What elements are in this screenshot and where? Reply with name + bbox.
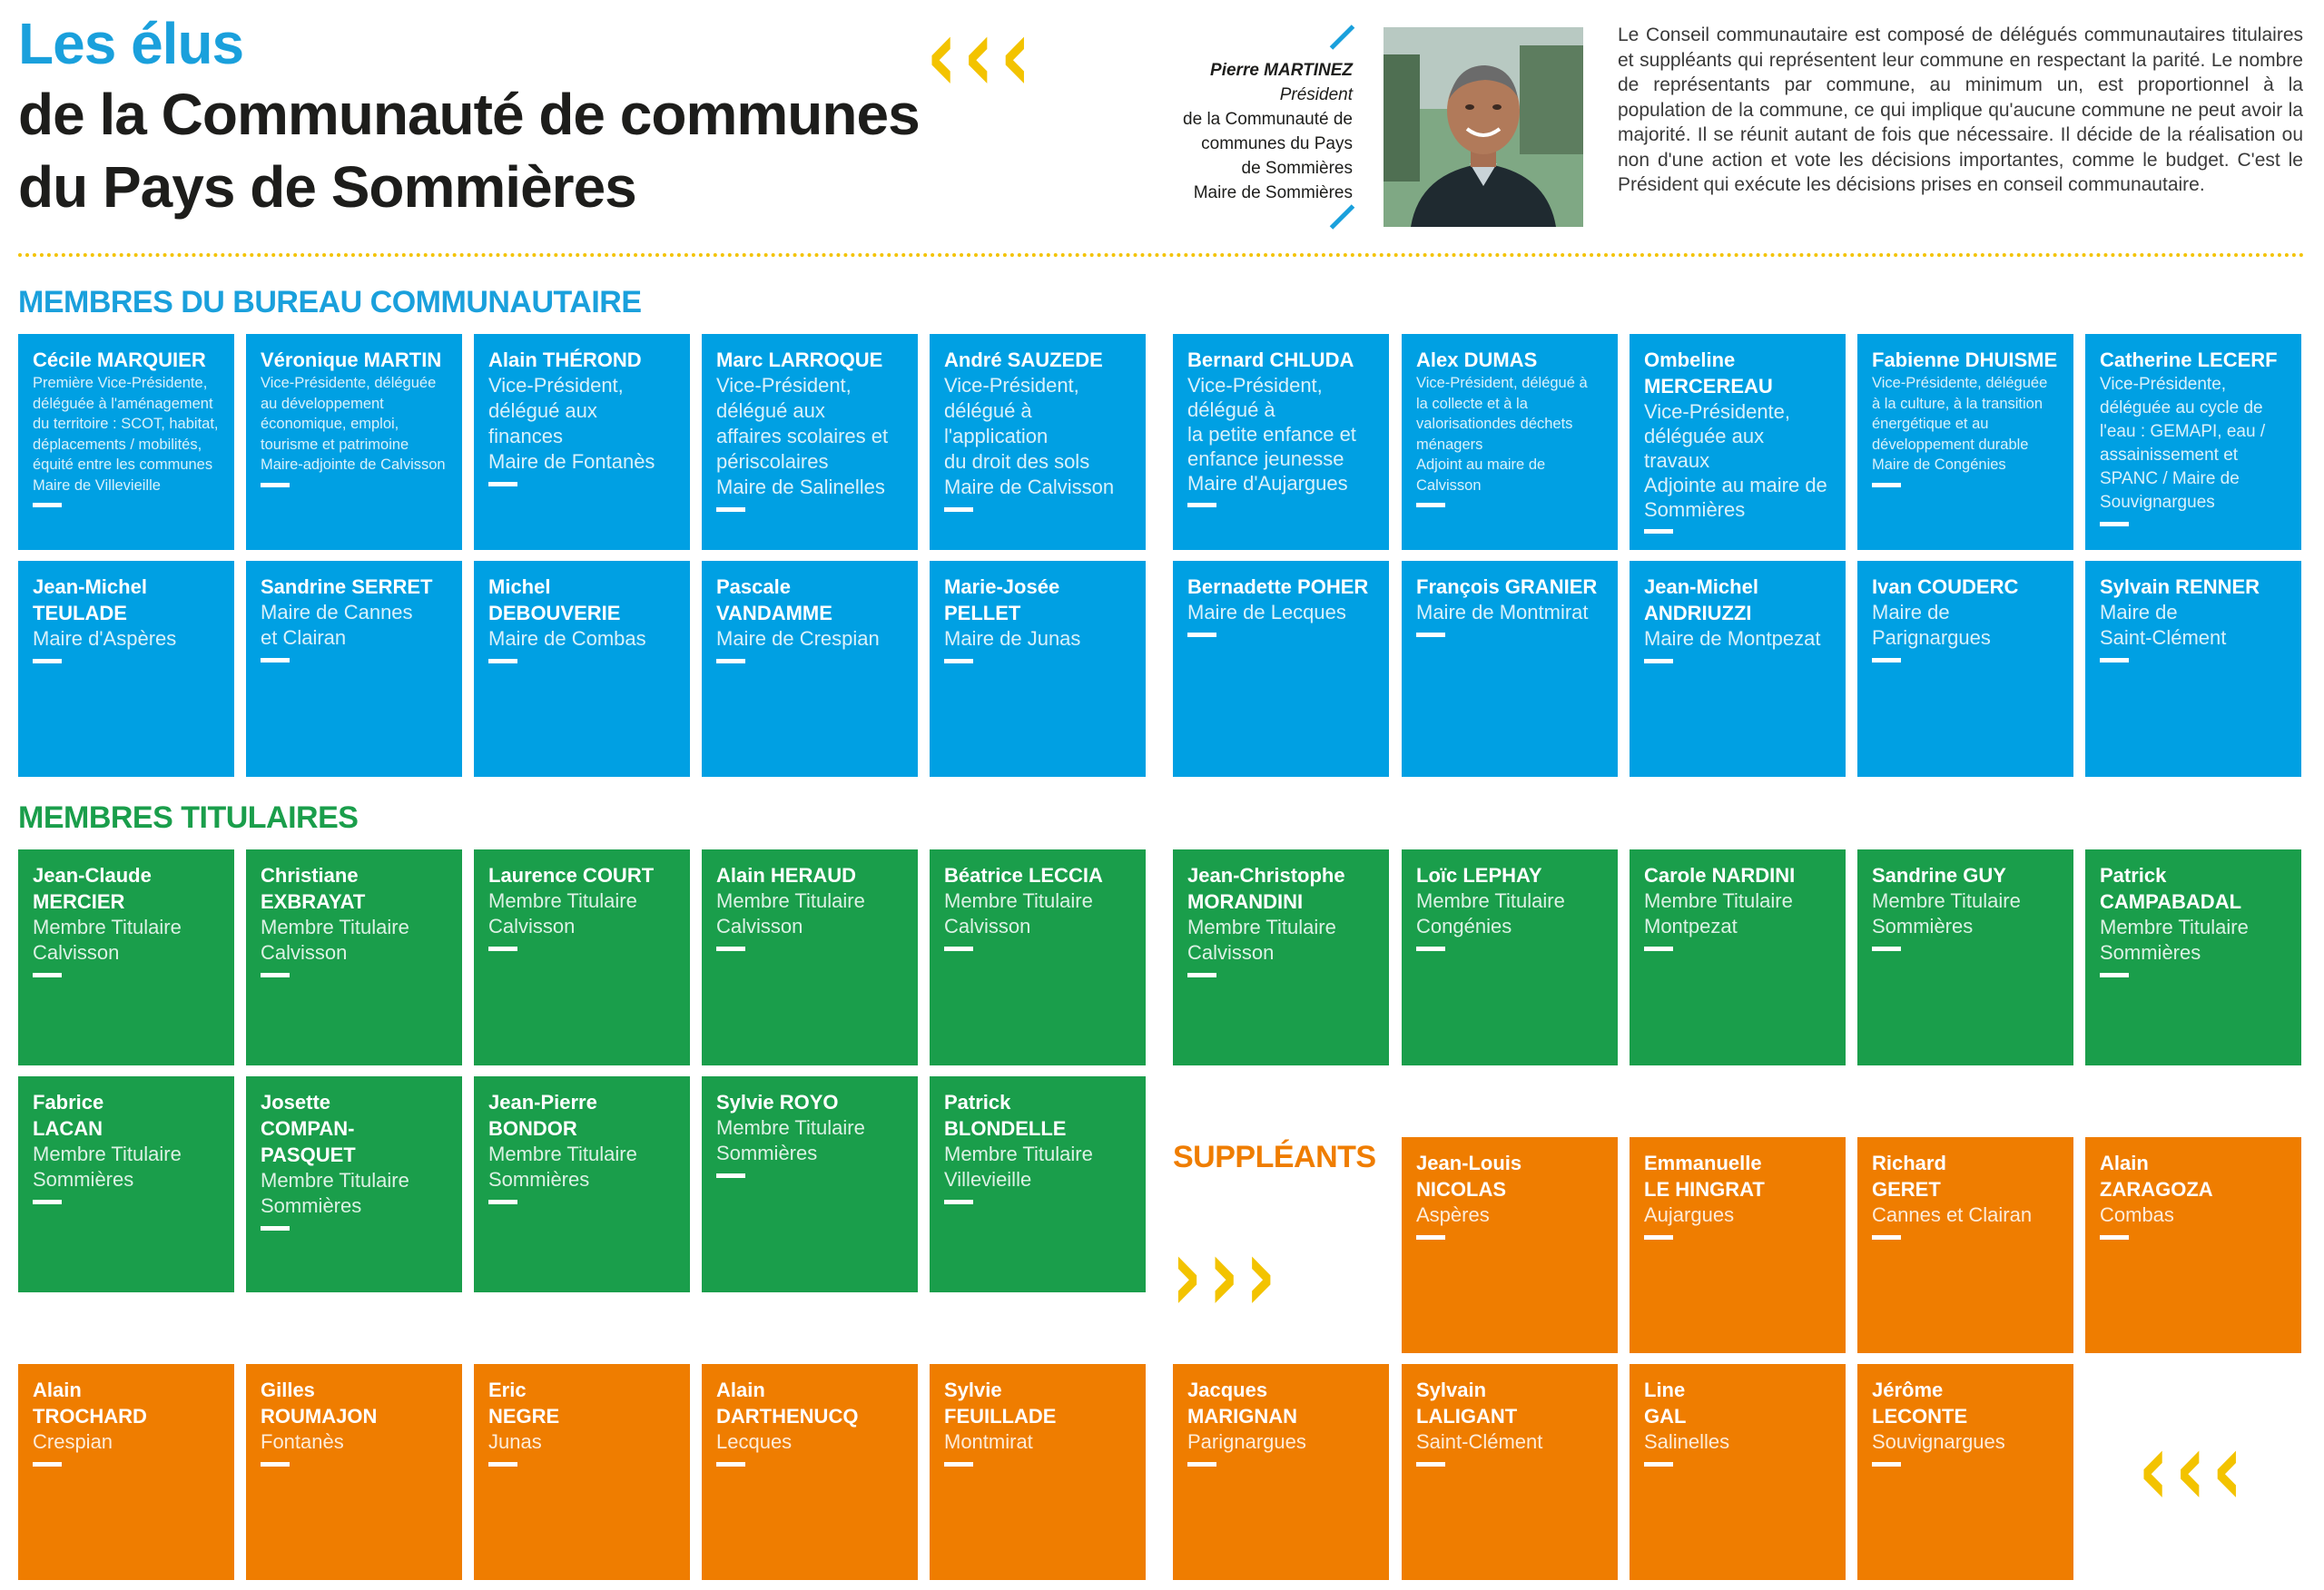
section-title-titulaires: MEMBRES TITULAIRES <box>18 800 359 835</box>
dash-divider <box>2100 658 2129 662</box>
member-name: Jean-Michel TEULADE <box>33 575 147 624</box>
bureau-card <box>474 334 690 550</box>
member-name: Emmanuelle LE HINGRAT <box>1644 1152 1765 1201</box>
titulaires-card <box>1402 849 1618 1065</box>
dash-divider <box>944 947 973 951</box>
member-role: Souvignargues <box>1872 1430 2005 1453</box>
member-name: Sylvie FEUILLADE <box>944 1379 1057 1428</box>
bureau-card <box>246 334 462 550</box>
member-role: Salinelles <box>1644 1430 1730 1453</box>
member-role: Vice-Président, délégué aux finances Maire de Fontanès <box>488 374 655 473</box>
president-desc-2: communes du Pays <box>1201 134 1353 153</box>
titulaires-card <box>1857 849 2073 1065</box>
member-role: Fontanès <box>261 1430 344 1453</box>
suppleants-card <box>1630 1364 1846 1580</box>
suppleants-card <box>246 1364 462 1580</box>
member-role: Maire de Junas <box>944 627 1081 650</box>
dash-divider <box>488 1200 517 1204</box>
member-role: Membre Titulaire Sommières <box>488 1143 637 1191</box>
member-role: Membre Titulaire Sommières <box>261 1169 409 1217</box>
member-name: Jean-Louis NICOLAS <box>1416 1152 1522 1201</box>
bureau-card <box>1857 561 2073 777</box>
titulaires-card <box>246 849 462 1065</box>
member-role: Crespian <box>33 1430 113 1453</box>
section-title-suppleants: SUPPLÉANTS <box>1173 1140 1376 1174</box>
dash-divider <box>716 1462 745 1467</box>
intro-paragraph: Le Conseil communautaire est composé de délégués communautaires titulaires et suppléants qui représentent leur commune en respectant la parité. Le nombre de représentants par commune, au minimum un, est proportionnel à la population de la commune, ce qui implique qu'aucune commune ne peut avoir la majorité. Il se réunit autant de fois que nécessaire. Il décide de la réalisation ou non d'une action et vote les décisions importantes, comme le budget. C'est le Président qui exécute les décisions prises en conseil communautaire. <box>1618 25 2303 195</box>
member-name: Ivan COUDERC <box>1872 575 2019 598</box>
bureau-card <box>2085 334 2301 550</box>
member-name: Alain TROCHARD <box>33 1379 147 1428</box>
suppleants-card <box>1630 1137 1846 1353</box>
dash-divider <box>1644 1462 1673 1467</box>
bureau-card <box>1857 334 2073 550</box>
dash-divider <box>488 659 517 663</box>
bureau-card <box>702 334 918 550</box>
dash-divider <box>1416 947 1445 951</box>
member-role: Vice-Présidente, déléguée au cycle de l'eau : GEMAPI, eau / assainissement et SPANC / Maire de Souvignargues <box>2100 375 2266 512</box>
president-caption <box>1153 58 1353 205</box>
portrait-image <box>1384 27 1583 227</box>
dash-divider <box>33 503 62 507</box>
chevrons-left-icon: ‹‹‹ <box>926 0 1037 115</box>
member-name: Alain ZARAGOZA <box>2100 1152 2213 1201</box>
dash-divider <box>944 659 973 663</box>
dash-divider <box>261 1226 290 1231</box>
dash-divider <box>2100 973 2129 977</box>
member-name: Josette COMPAN-PASQUET <box>261 1091 356 1166</box>
member-role: Membre Titulaire Montpezat <box>1644 889 1793 937</box>
member-name: Cécile MARQUIER <box>33 348 206 371</box>
dash-divider <box>1416 633 1445 637</box>
member-name: Alain HERAUD <box>716 864 857 887</box>
page-title-line-2: de la Communauté de communes <box>18 82 920 147</box>
member-name: Sylvain RENNER <box>2100 575 2260 598</box>
bureau-card <box>702 561 918 777</box>
dash-divider <box>1187 503 1216 507</box>
member-name: Jean-Christophe MORANDINI <box>1187 864 1345 913</box>
dash-divider <box>1872 1235 1901 1240</box>
bureau-card <box>1173 334 1389 550</box>
titulaires-card <box>246 1076 462 1292</box>
slash-accent-bottom-icon <box>1330 204 1355 230</box>
dash-divider <box>261 483 290 487</box>
member-name: Marie-Josée PELLET <box>944 575 1060 624</box>
dash-divider <box>716 507 745 512</box>
dash-divider <box>1644 659 1673 663</box>
member-role: Cannes et Clairan <box>1872 1203 2033 1226</box>
titulaires-card <box>1173 849 1389 1065</box>
member-role: Maire de Crespian <box>716 627 880 650</box>
member-name: Gilles ROUMAJON <box>261 1379 378 1428</box>
member-name: Patrick CAMPABADAL <box>2100 864 2242 913</box>
member-role: Vice-Président, délégué à la petite enfance et enfance jeunesse Maire d'Aujargues <box>1187 374 1356 495</box>
dash-divider <box>1644 1235 1673 1240</box>
member-name: Jacques MARIGNAN <box>1187 1379 1297 1428</box>
member-role: Vice-Président, délégué à l'application du droit des sols Maire de Calvisson <box>944 374 1115 498</box>
bureau-card <box>246 561 462 777</box>
member-role: Vice-Présidente, déléguée à la culture, à la transition énergétique et au développement durable Maire de Congénies <box>1872 375 2048 473</box>
titulaires-card <box>702 1076 918 1292</box>
member-role: Maire de Parignargues <box>1872 601 1991 649</box>
member-name: Jean-Pierre BONDOR <box>488 1091 597 1140</box>
member-name: Catherine LECERF <box>2100 348 2278 371</box>
member-name: Jean-Claude MERCIER <box>33 864 152 913</box>
dotted-divider <box>18 253 2306 257</box>
president-desc-4: Maire de Sommières <box>1193 183 1353 202</box>
slash-accent-top-icon <box>1330 25 1355 50</box>
member-role: Membre Titulaire Sommières <box>2100 916 2249 964</box>
dash-divider <box>1187 1462 1216 1467</box>
member-name: Eric NEGRE <box>488 1379 560 1428</box>
dash-divider <box>1187 633 1216 637</box>
dash-divider <box>716 1173 745 1178</box>
suppleants-card <box>1402 1137 1618 1353</box>
titulaires-card <box>702 849 918 1065</box>
member-name: Sylvie ROYO <box>716 1091 839 1114</box>
dash-divider <box>716 659 745 663</box>
dash-divider <box>33 659 62 663</box>
president-photo <box>1384 27 1583 227</box>
section-title-bureau: MEMBRES DU BUREAU COMMUNAUTAIRE <box>18 285 642 319</box>
member-name: Fabrice LACAN <box>33 1091 104 1140</box>
member-name: Pascale VANDAMME <box>716 575 832 624</box>
dash-divider <box>2100 1235 2129 1240</box>
member-role: Aspères <box>1416 1203 1490 1226</box>
suppleants-card <box>1173 1364 1389 1580</box>
dash-divider <box>1416 1235 1445 1240</box>
president-title: Président <box>1279 85 1353 104</box>
dash-divider <box>1872 1462 1901 1467</box>
member-role: Parignargues <box>1187 1430 1306 1453</box>
member-role: Junas <box>488 1430 542 1453</box>
member-name: François GRANIER <box>1416 575 1598 598</box>
suppleants-card <box>18 1364 234 1580</box>
member-role: Membre Titulaire Calvisson <box>944 889 1093 937</box>
member-name: Bernard CHLUDA <box>1187 348 1354 371</box>
bureau-card <box>2085 561 2301 777</box>
member-role: Membre Titulaire Calvisson <box>1187 916 1336 964</box>
member-role: Première Vice-Présidente, déléguée à l'aménagement du territoire : SCOT, habitat, déplacements / mobilités, équité entre les communes Maire de Villevieille <box>33 375 219 494</box>
member-name: Sandrine GUY <box>1872 864 2006 887</box>
member-role: Saint-Clément <box>1416 1430 1543 1453</box>
member-role: Vice-Présidente, déléguée aux travaux Adjointe au maire de Sommières <box>1644 400 1827 521</box>
titulaires-card <box>930 849 1146 1065</box>
member-role: Vice-Président, délégué aux affaires scolaires et périscolaires Maire de Salinelles <box>716 374 889 498</box>
member-role: Maire de Cannes et Clairan <box>261 601 413 649</box>
bureau-card <box>474 561 690 777</box>
bureau-card <box>930 334 1146 550</box>
bureau-card <box>1630 334 1846 550</box>
dash-divider <box>488 947 517 951</box>
dash-divider <box>261 658 290 662</box>
member-name: Bernadette POHER <box>1187 575 1369 598</box>
member-name: Patrick BLONDELLE <box>944 1091 1067 1140</box>
member-role: Membre Titulaire Calvisson <box>261 916 409 964</box>
dash-divider <box>716 947 745 951</box>
suppleants-card <box>930 1364 1146 1580</box>
page-title-highlight: Les élus <box>18 11 244 76</box>
bureau-card <box>930 561 1146 777</box>
dash-divider <box>488 1462 517 1467</box>
member-role: Vice-Président, délégué à la collecte et à la valorisationdes déchets ménagers Adjoint au maire de Calvisson <box>1416 375 1588 494</box>
chevrons-left-bottom-icon: ‹‹‹ <box>2138 1408 2249 1529</box>
titulaires-card <box>2085 849 2301 1065</box>
member-name: Alain THÉROND <box>488 348 642 371</box>
member-name: Sandrine SERRET <box>261 575 433 598</box>
member-role: Membre Titulaire Congénies <box>1416 889 1565 937</box>
suppleants-card <box>702 1364 918 1580</box>
suppleants-card <box>474 1364 690 1580</box>
dash-divider <box>2100 522 2129 526</box>
member-role: Maire de Montmirat <box>1416 601 1589 623</box>
member-name: Alex DUMAS <box>1416 348 1538 371</box>
suppleants-card <box>1857 1137 2073 1353</box>
dash-divider <box>944 1200 973 1204</box>
member-name: Sylvain LALIGANT <box>1416 1379 1518 1428</box>
dash-divider <box>1416 1462 1445 1467</box>
bureau-card <box>1173 561 1389 777</box>
member-name: Loïc LEPHAY <box>1416 864 1542 887</box>
member-name: Fabienne DHUISME <box>1872 348 2058 371</box>
dash-divider <box>1187 973 1216 977</box>
titulaires-card <box>18 849 234 1065</box>
dash-divider <box>1872 483 1901 487</box>
dash-divider <box>488 482 517 486</box>
member-role: Membre Titulaire Calvisson <box>488 889 637 937</box>
member-role: Maire de Montpezat <box>1644 627 1821 650</box>
titulaires-card <box>930 1076 1146 1292</box>
bureau-card <box>18 334 234 550</box>
dash-divider <box>944 1462 973 1467</box>
member-name: Line GAL <box>1644 1379 1687 1428</box>
member-role: Membre Titulaire Sommières <box>1872 889 2021 937</box>
member-name: Richard GERET <box>1872 1152 1946 1201</box>
dash-divider <box>33 973 62 977</box>
bureau-card <box>1402 561 1618 777</box>
member-name: Alain DARTHENUCQ <box>716 1379 859 1428</box>
member-role: Membre Titulaire Calvisson <box>716 889 865 937</box>
titulaires-card <box>474 849 690 1065</box>
president-desc-1: de la Communauté de <box>1183 110 1353 129</box>
suppleants-card <box>1857 1364 2073 1580</box>
member-role: Vice-Présidente, déléguée au développement économique, emploi, tourisme et patrimoine Maire-adjointe de Calvisson <box>261 375 446 473</box>
member-name: Véronique MARTIN <box>261 348 442 371</box>
dash-divider <box>1872 658 1901 662</box>
titulaires-card <box>1630 849 1846 1065</box>
member-role: Aujargues <box>1644 1203 1735 1226</box>
member-name: Carole NARDINI <box>1644 864 1796 887</box>
president-desc-3: de Sommières <box>1241 159 1353 178</box>
member-name: André SAUZEDE <box>944 348 1103 371</box>
member-role: Combas <box>2100 1203 2174 1226</box>
titulaires-card <box>18 1076 234 1292</box>
dash-divider <box>1872 947 1901 951</box>
member-name: Michel DEBOUVERIE <box>488 575 621 624</box>
chevrons-right-icon: ››› <box>1171 1214 1282 1335</box>
member-role: Montmirat <box>944 1430 1033 1453</box>
president-name: Pierre MARTINEZ <box>1210 61 1353 80</box>
member-role: Lecques <box>716 1430 793 1453</box>
dash-divider <box>1644 529 1673 534</box>
dash-divider <box>944 507 973 512</box>
member-role: Membre Titulaire Sommières <box>716 1116 865 1164</box>
dash-divider <box>1416 503 1445 507</box>
member-role: Membre Titulaire Villevieille <box>944 1143 1093 1191</box>
member-name: Laurence COURT <box>488 864 655 887</box>
dash-divider <box>33 1200 62 1204</box>
suppleants-card <box>1402 1364 1618 1580</box>
member-role: Membre Titulaire Sommières <box>33 1143 182 1191</box>
member-name: Jean-Michel ANDRIUZZI <box>1644 575 1758 624</box>
bureau-card <box>18 561 234 777</box>
dash-divider <box>33 1462 62 1467</box>
member-name: Marc LARROQUE <box>716 348 883 371</box>
dash-divider <box>261 973 290 977</box>
titulaires-card <box>474 1076 690 1292</box>
bureau-card <box>1402 334 1618 550</box>
member-role: Maire de Lecques <box>1187 601 1346 623</box>
member-name: Christiane EXBRAYAT <box>261 864 366 913</box>
dash-divider <box>1644 947 1673 951</box>
suppleants-card <box>2085 1137 2301 1353</box>
member-role: Membre Titulaire Calvisson <box>33 916 182 964</box>
bureau-card <box>1630 561 1846 777</box>
member-role: Maire d'Aspères <box>33 627 177 650</box>
dash-divider <box>261 1462 290 1467</box>
member-role: Maire de Combas <box>488 627 646 650</box>
page-title-line-3: du Pays de Sommières <box>18 154 636 220</box>
member-name: Jérôme LECONTE <box>1872 1379 1968 1428</box>
member-name: Béatrice LECCIA <box>944 864 1103 887</box>
member-name: Ombeline MERCEREAU <box>1644 348 1773 398</box>
member-role: Maire de Saint-Clément <box>2100 601 2227 649</box>
